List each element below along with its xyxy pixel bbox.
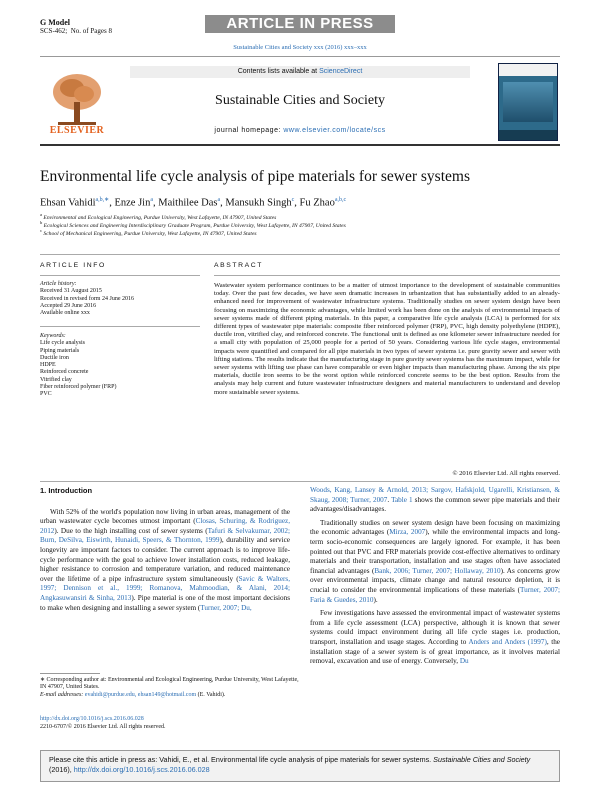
body-paragraph: Traditionally studies on sewer system design have been focusing on maximizing the economic advantages (Mirza, 2007), while the environmental impacts and long-term socio-economic consequences are largely ignored. For example, it has been pointed out that PVC and FRP materials provide cost-effective alternatives to ordinary materials and their transportation, installation and use stages often have associated financial advantages (Bank, 2006; Turner, 2007; Hollaway, 2010). As concerns grow over environmental impacts, climate change and natural resource depletion, it is crucial to consider the environmental implications of these materials (Turner, 2007; Faria & Guedes, 2010). [310,518,560,604]
abstract-text: Wastewater system performance continues to be a matter of utmost importance to the development of sustainable communities today. Over the past few decades, we have seen dramatic increases in urbanization that has substantially added to an already-enhanced need for improvement of wastewater infrastructure systems. Traditionally studies on sewer system design have been focusing on maximizing the economic advantages, while limited work has been done on the analysis of environmental impacts of sewer systems made of different piping materials. In this paper, a comparative life cycle analysis (LCA) is performed for six different types of wastewater pipe materials: composite fiber reinforced polymer (FRP), PVC, high density polyethylene (HDPE), ductile iron, vitrified clay, and reinforced concrete. The functional unit is defined as one kilometer sewer infrastructure needed for a small city with population of 25,000 people for a period of 50 years. Considering various life cycle stages, environmental impacts were quantified and compared for all pipe materials in two types of sewer systems i.e. pure gravity sewer and sewer with lifting stations. The results indicate that the manufacturing stage in pure gravity sewer systems has the maximum impact, while for sewer systems with lifting use phase can have comparable or even higher impacts than manufacturing phase. Among the six pipe materials, ductile iron seems to be the worst option while reinforced concrete seems to be the best option. Results from the analysis may help current and future wastewater infrastructure designers and material manufacturers to understand and develop more sustainable sewer systems. [214,282,560,396]
abstract-copyright: © 2016 Elsevier Ltd. All rights reserved. [452,470,560,477]
journal-citation-link[interactable]: Sustainable Cities and Society xxx (2016) xxx–xxx [233,44,367,51]
divider [40,275,200,276]
doi-link[interactable]: http://dx.doi.org/10.1016/j.scs.2016.06.028 [40,716,144,722]
author-email-link[interactable]: evahidi@purdue.edu, ehsan149@hotmail.com [84,691,197,698]
corresponding-author-note: ∗ Corresponding author at: Environmental and Ecological Engineering, Purdue University, West Lafayette, IN 47907, United States. [40,677,299,691]
article-history: Article history: Received 31 August 2015 Received in revised form 24 June 2016 Accepted 29 June 2016 Available online xxx [40,281,134,317]
footnotes [40,673,300,699]
author: Ehsan Vahidi [40,197,96,209]
author: Fu Zhao [299,197,335,209]
divider [40,481,560,482]
section-heading-introduction: 1. Introduction [40,486,93,495]
cite-this-article-box: Please cite this article in press as: Vahidi, E., et al. Environmental life cycle analysis of pipe materials for sewer systems. Sustainable Cities and Society (2016), http://dx.doi.org/10.1016/j.scs.2016.06.028 [40,750,560,782]
g-model-label: G Model [40,18,70,27]
manuscript-info [40,18,112,35]
intro-paragraph: With 52% of the world's population now living in urban areas, management of the urban wastewater cycle becomes utmost important (Closas, Schuring, & Rodriguez, 2012). Due to the high installing cost of sewer systems (Tafuri & Selvakumar, 2002; Burn, DeSilva, Eiswirth, Hunaidi, Speers, & Thornton, 1999), durability and service longevity are important factors to consider. The current approach is to improve life-cycle performance with the goal to achieve lower installation costs, reduced leakage, higher resistance to corrosion and temperature variation, and reduced maintenance over the lifetime of a pipe infrastructure system simultaneously (Savic & Walters, 1997; Dennison et al., 1999; Romanova, Mahmoodian, & Alani, 2014; Angkasuwansiri & Sinha, 2013). Pipe material is one of the most important decisions to make when designing and installing a sewer system (Turner, 2007; Du, [40,507,290,612]
journal-title: Sustainable Cities and Society [215,93,385,108]
journal-header [40,56,560,146]
keywords: Keywords: Life cycle analysis Piping materials Ductile iron HDPE Reinforced concrete Vitrified clay Fiber reinforced polymer (FRP) PVC [40,333,117,398]
doi-block [40,715,166,731]
author: Mansukh Singh [225,197,292,209]
journal-homepage: journal homepage: www.elsevier.com/locate/scs [214,127,386,134]
issn-line: 2210-6707/© 2016 Elsevier Ltd. All rights reserved. [40,724,166,730]
publisher-name: ELSEVIER [49,125,105,136]
affiliation: $^a$ Environmental and Ecological Engineering, Purdue University, West Lafayette, IN 47907, United States [40,212,277,221]
elsevier-tree-icon [44,67,110,133]
article-in-press-banner: ARTICLE IN PRESS [205,15,395,33]
intro-paragraph-continued: Woods, Kang, Lansey & Arnold, 2013; Sargov, Hafskjold, Ugarelli, Kristiansen, & Skaug, 2008; Turner, 2007. Table 1 shows the common sewer pipe materials and their advantages/disadvantages. [310,486,561,514]
homepage-link[interactable]: www.elsevier.com/locate/scs [283,127,386,134]
sciencedirect-link[interactable]: ScienceDirect [319,68,363,75]
page-count: No. of Pages 8 [70,27,112,35]
body-left-column [40,486,290,617]
author: Enze Jin [114,197,151,209]
body-paragraph: Few investigations have assessed the environmental impact of wastewater systems from a life cycle assessment (LCA) perspective, although it is known that sewer systems could impact environment during all life cycle stages i.e. production, transport, installation and usage stages. According to Anders and Anders (1997), the installation stage of a sewer system is of great importance, as it involves material removal, excavation and use of energy. Conversely, Du [310,609,560,666]
divider [40,254,560,255]
affiliation: $^b$ Ecological Sciences and Engineering Interdisciplinary Graduate Program, Purdue University, West Lafayette, IN 47907, United States [40,220,346,229]
body-right-column [310,486,560,671]
divider [40,326,200,327]
abstract-heading: ABSTRACT [214,262,264,269]
article-title: Environmental life cycle analysis of pipe materials for sewer systems [40,168,470,185]
cite-doi-link[interactable]: http://dx.doi.org/10.1016/j.scs.2016.06.028 [73,765,210,774]
author-list: Ehsan Vahidi$^{a,b,∗}$, Enze Jin$^a$, Maithilee Das$^a$, Mansukh Singh$^c$, Fu Zhao$^{a,b,c}$ [40,197,347,209]
email-note: E-mail addresses: evahidi@purdue.edu, ehsan149@hotmail.com (E. Vahidi). [40,691,226,698]
author: Maithilee Das [158,197,218,209]
affiliation: $^c$ School of Mechanical Engineering, Purdue University, West Lafayette, IN 47907, United States [40,228,257,237]
divider [214,275,560,276]
journal-cover-image [498,63,558,141]
article-info-heading: ARTICLE INFO [40,262,106,269]
contents-available: Contents lists available at ScienceDirect [130,66,470,78]
ms-code: SCS-462; [40,27,68,35]
